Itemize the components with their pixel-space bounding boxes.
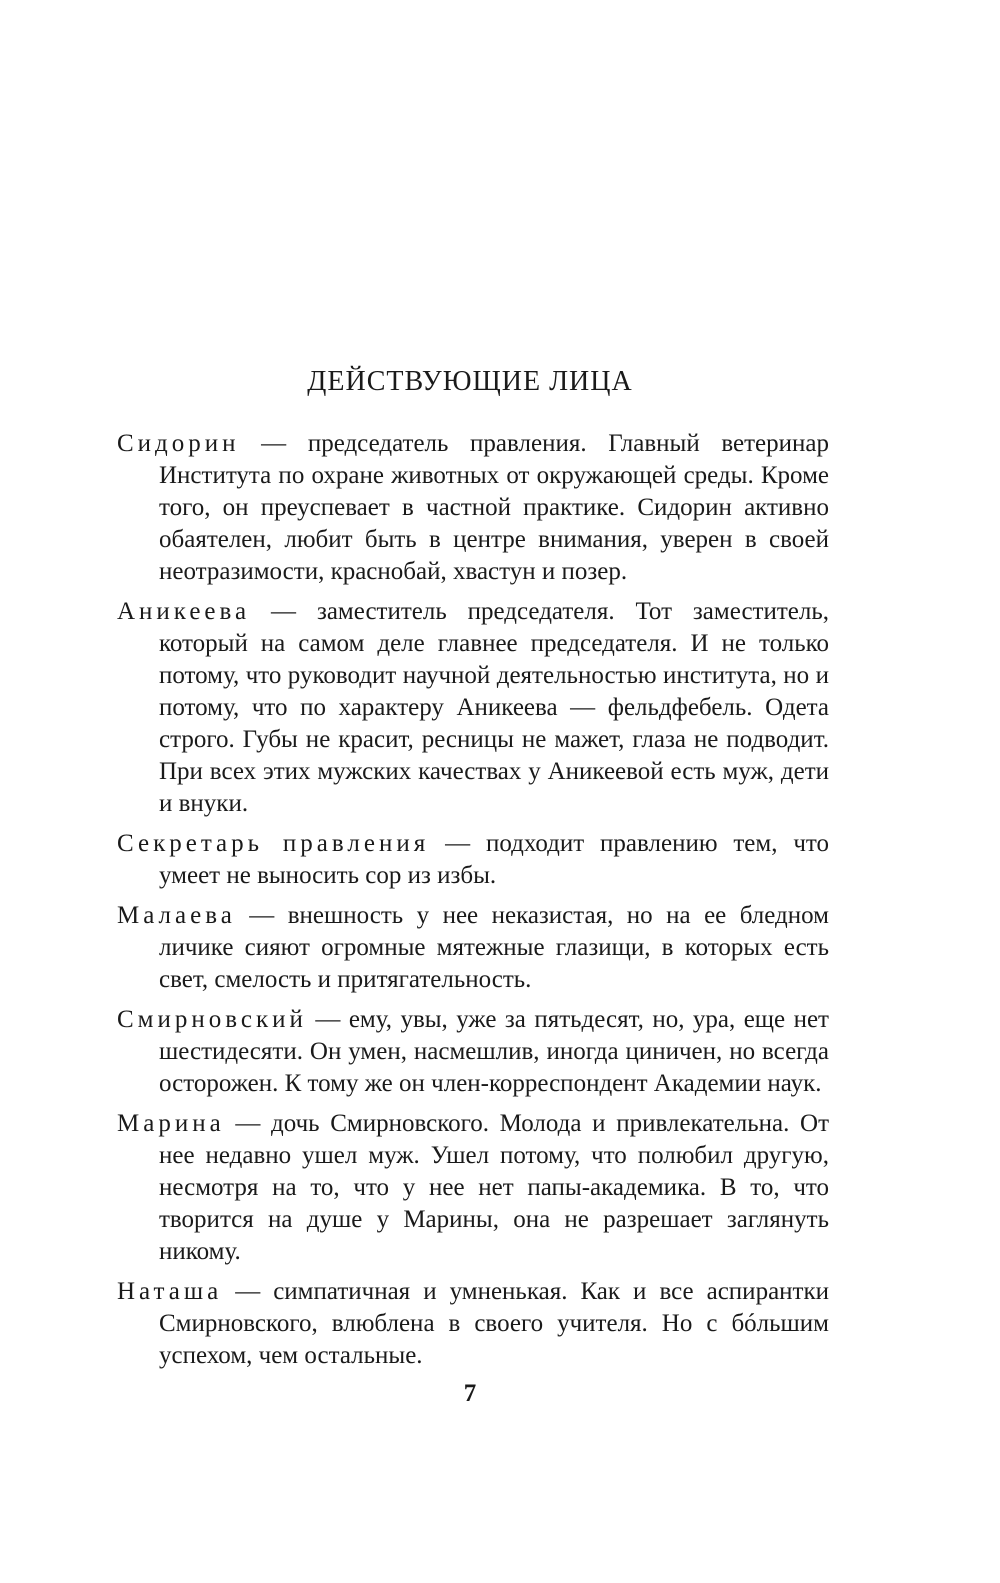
character-list [117, 428, 829, 1380]
character-entry [117, 596, 829, 820]
character-name: Малаева [117, 902, 236, 929]
page-number: 7 [463, 1380, 477, 1407]
character-entry [117, 1276, 829, 1372]
character-description: — подходит правлению тем, что умеет не выносить сор из избы. [159, 830, 829, 889]
character-description: — дочь Смирновского. Молода и привлекательна. От нее недавно ушел муж. Ушел потому, что полюбил другую, несмотря на то, что у нее нет папы-академика. В то, что творится на душе у Марины, она не разрешает заглянуть никому. [159, 1110, 829, 1265]
character-name: Марина [117, 1110, 225, 1137]
character-name: Секретарь правления [117, 830, 430, 857]
character-description: — ему, увы, уже за пятьдесят, но, ура, еще нет шестидесяти. Он умен, насмешлив, иногда циничен, но всегда осторожен. К тому же он член-корреспондент Академии наук. [159, 1006, 829, 1097]
character-description: — симпатичная и умненькая. Как и все аспирантки Смирновского, влюблена в своего учителя. Но с бóльшим успехом, чем остальные. [159, 1278, 829, 1369]
character-entry [117, 1108, 829, 1268]
character-entry [117, 1004, 829, 1100]
character-name: Наташа [117, 1278, 223, 1305]
character-entry [117, 900, 829, 996]
section-heading: ДЕЙСТВУЮЩИЕ ЛИЦА [307, 366, 633, 397]
character-name: Сидорин [117, 430, 240, 457]
character-name: Смирновский [117, 1006, 307, 1033]
character-description: — заместитель председателя. Тот заместитель, который на самом деле главнее председателя. И не только потому, что руководит научной деятельностью института, но и потому, что по характеру Аникеева — фельдфебель. Одета строго. Губы не красит, ресницы не мажет, глаза не подводит. При всех этих мужских качествах у Аникеевой есть муж, дети и внуки. [159, 598, 829, 817]
character-description: — председатель правления. Главный ветеринар Института по охране животных от окружающей среды. Кроме того, он преуспевает в частной практике. Сидорин активно обаятелен, любит быть в центре внимания, уверен в своей неотразимости, краснобай, хвастун и позер. [159, 430, 829, 585]
character-name: Аникеева [117, 598, 251, 625]
character-entry [117, 428, 829, 588]
character-entry [117, 828, 829, 892]
character-description: — внешность у нее неказистая, но на ее бледном личике сияют огромные мятежные глазищи, в которых есть свет, смелость и притягательность. [159, 902, 829, 993]
